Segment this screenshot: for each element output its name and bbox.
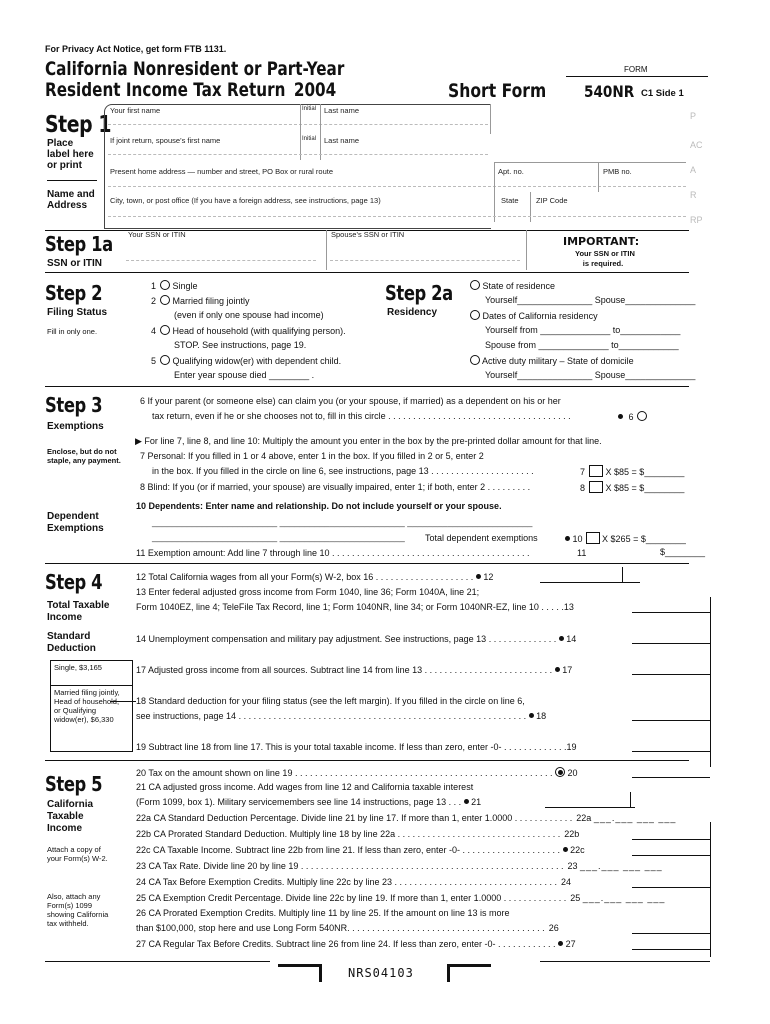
line6-circle[interactable] <box>637 411 647 421</box>
form-number: 540NR <box>584 82 635 101</box>
total-dependents-label: Total dependent exemptions <box>425 533 538 543</box>
city-label: City, town, or post office (If you have a foreign address, see instructions, page 13) <box>110 196 381 205</box>
married-jointly-radio[interactable] <box>160 295 170 305</box>
line8-text: 8 Blind: If you (or if married, your spouse) are visually impaired, enter 1; if both, enter 2 . . . . . . . . . <box>140 482 531 492</box>
line7-text-b: in the box. If you filled in the circle on line 6, see instructions, page 13 . . . . . . . . . . . . . . . . . . . . . <box>152 466 534 476</box>
line25: 25 CA Exemption Credit Percentage. Divide line 22c by line 19. If more than 1, enter 1.0000 . . . . . . . . . . . . . 25 ___.___ ___ ___ <box>136 893 666 903</box>
city-field[interactable] <box>108 216 686 217</box>
important-text1: Your SSN or ITIN <box>575 249 635 258</box>
line19: 19 Subtract line 18 from line 17. This is your total taxable income. If less than zero, enter -0- . . . . . . . . . . . . .19 <box>136 742 577 752</box>
corner-mark-right <box>447 964 491 982</box>
state-residence-radio[interactable] <box>470 280 480 290</box>
single-radio[interactable] <box>160 280 170 290</box>
important-heading: IMPORTANT: <box>563 235 640 248</box>
line23: 23 CA Tax Rate. Divide line 20 by line 19 . . . . . . . . . . . . . . . . . . . . . . . . . . . . . . . . . . . . . . . . . . . . . . . . . . . . . 23 ___.___ ___ ___ <box>136 861 663 871</box>
attach-w2-note: Attach a copy of your Form(s) W-2. <box>47 845 108 863</box>
step2-title: Step 2 <box>45 281 103 305</box>
form-title-line1: California Nonresident or Part-Year <box>45 58 345 80</box>
initial-label: Initial <box>302 106 317 112</box>
form-label: FORM <box>624 65 648 74</box>
std-married: Married filing jointly, Head of household, or Qualifying widow(er), $6,330 <box>54 688 120 724</box>
form-title-line2: Resident Income Tax Return 2004 <box>45 79 337 101</box>
line12: 12 Total California wages from all your Form(s) W-2, box 16 . . . . . . . . . . . . . . . . . . . . 12 <box>136 572 494 582</box>
line22c: 22c CA Taxable Income. Subtract line 22b from line 21. If less than zero, enter -0- . . . . . . . . . . . . . . . . . . . . 22c <box>136 845 585 855</box>
fill-one-note: Fill in only one. <box>47 327 98 336</box>
line10-box[interactable] <box>586 532 600 544</box>
form-code: NRS04103 <box>348 966 414 980</box>
line11-text: 11 Exemption amount: Add line 7 through line 10 . . . . . . . . . . . . . . . . . . . . . . . . . . . . . . . . . . . . . . . . <box>136 548 530 558</box>
side-label: C1 Side 1 <box>641 88 684 99</box>
multiply-note: ▶ For line 7, line 8, and line 10: Multiply the amount you enter in the box by the pre-printed dollar amount for that line. <box>135 436 602 446</box>
line8-entry: 8 X $85 = $________ <box>580 483 685 493</box>
your-ssn-label: Your SSN or ITIN <box>128 230 186 239</box>
spouse-ssn-label: Spouse’s SSN or ITIN <box>331 230 405 239</box>
line8-box[interactable] <box>589 481 603 493</box>
privacy-notice: For Privacy Act Notice, get form FTB 1131. <box>45 44 227 54</box>
line26a: 26 CA Prorated Exemption Credits. Multiply line 11 by line 25. If the amount on line 13 is more <box>136 908 510 918</box>
line6-text-b: tax return, even if he or she chooses not to, fill in this circle . . . . . . . . . . . . . . . . . . . . . . . . . . . . . . . . . . . . . <box>152 411 571 421</box>
widow-radio[interactable] <box>160 355 170 365</box>
address-field[interactable] <box>108 186 686 187</box>
first-name-field[interactable] <box>108 124 488 125</box>
std-single: Single, $3,165 <box>54 663 102 672</box>
line21b: (Form 1099, box 1). Military servicemembers see line 14 instructions, page 13 . . . 21 <box>136 797 482 807</box>
residency-list: State of residence Yourself_______________ Spouse______________ Dates of California residency Yourself from ______________ to____________ Spouse from ______________ to____________ Active duty military – State of domicile Yourself_______________ Spouse______________ <box>470 280 695 385</box>
state-label: State <box>501 196 519 205</box>
joint-name-field[interactable] <box>108 154 488 155</box>
dates-residency-radio[interactable] <box>470 310 480 320</box>
line21a: 21 CA adjusted gross income. Add wages from line 12 and California taxable interest <box>136 782 474 792</box>
attach-1099-note: Also, attach any Form(s) 1099 showing California tax withheld. <box>47 892 109 928</box>
line7-entry: 7 X $85 = $________ <box>580 467 685 477</box>
step4-title: Step 4 <box>45 570 103 594</box>
address-label: Present home address — number and street, PO Box or rural route <box>110 167 334 176</box>
ca-taxable-label: California Taxable Income <box>47 799 94 834</box>
line26b: than $100,000, stop here and use Long Form 540NR. . . . . . . . . . . . . . . . . . . . . . . . . . . . . . . . . . . . . . . . 26 <box>136 923 559 933</box>
step5-title: Step 5 <box>45 772 103 796</box>
line18b: see instructions, page 14 . . . . . . . . . . . . . . . . . . . . . . . . . . . . . . . . . . . . . . . . . . . . . . . . . . . . . . . . . . 18 <box>136 711 547 721</box>
pmb-label: PMB no. <box>603 167 632 176</box>
office-codes: P AC A R RP <box>690 111 703 225</box>
apt-label: Apt. no. <box>498 167 524 176</box>
line18a: 18 Standard deduction for your filing status (see the left margin). If you filled in the circle on line 6, <box>136 696 525 706</box>
zip-label: ZIP Code <box>536 196 568 205</box>
line11-num: 11 <box>577 548 587 558</box>
line11-amount[interactable]: $________ <box>660 547 706 557</box>
line13b: Form 1040EZ, line 4; TeleFile Tax Record, line 1; Form 1040NR, line 34; or Form 1040NR-EZ, line 10 . . . . .13 <box>136 602 574 612</box>
short-form-label: Short Form <box>448 80 547 102</box>
standard-deduction-label: Standard Deduction <box>47 631 96 654</box>
line7-text-a: 7 Personal: If you filled in 1 or 4 above, enter 1 in the box. If you filled in 2 or 5, enter 2 <box>140 451 484 461</box>
your-ssn-field[interactable] <box>126 260 316 261</box>
ssn-label: SSN or ITIN <box>47 258 103 269</box>
line7-box[interactable] <box>589 465 603 477</box>
last-name2-label: Last name <box>324 136 360 145</box>
step1-title: Step 1 <box>45 112 112 138</box>
exemptions-label: Exemptions <box>47 421 104 432</box>
corner-mark-left <box>278 964 322 982</box>
military-radio[interactable] <box>470 355 480 365</box>
filing-status-list: 1 Single 2 Married filing jointly (even if only one spouse had income) 4 Head of household (with qualifying person). STOP. See instructions, page 19. 5 Qualifying widow(er) with dependent child. Enter year spouse died ________ . <box>150 281 346 380</box>
place-label-note: Place label here or print <box>47 138 94 171</box>
important-text2: is required. <box>582 259 624 268</box>
line6-entry: 6 <box>618 411 647 423</box>
step1a-title: Step 1a <box>45 232 113 256</box>
dependent-exemptions-label: Dependent Exemptions <box>47 511 104 534</box>
enclose-note: Enclose, but do not staple, any payment. <box>47 447 121 465</box>
line20: 20 Tax on the amount shown on line 19 . . . . . . . . . . . . . . . . . . . . . . . . . . . . . . . . . . . . . . . . . . . . . . . . . . . . 20 <box>136 768 578 778</box>
line22a: 22a CA Standard Deduction Percentage. Divide line 21 by line 17. If more than 1, enter 1.0000 . . . . . . . . . . . . 22a ___.___ ___ ___ <box>136 813 677 823</box>
line14: 14 Unemployment compensation and military pay adjustment. See instructions, page 13 . . . . . . . . . . . . . . 14 <box>136 634 577 644</box>
line17: 17 Adjusted gross income from all sources. Subtract line 14 from line 13 . . . . . . . . . . . . . . . . . . . . . . . . . . 17 <box>136 665 573 675</box>
total-taxable-label: Total Taxable Income <box>47 600 110 623</box>
line27: 27 CA Regular Tax Before Credits. Subtract line 26 from line 24. If less than zero, enter -0- . . . . . . . . . . . . 27 <box>136 939 576 949</box>
line10-entry: 10 X $265 = $________ <box>565 532 686 545</box>
line24: 24 CA Tax Before Exemption Credits. Multiply line 22c by line 23 . . . . . . . . . . . . . . . . . . . . . . . . . . . . . . . . . 24 <box>136 877 572 887</box>
initial2-label: Initial <box>302 136 317 142</box>
step2a-title: Step 2a <box>385 281 453 305</box>
last-name-label: Last name <box>324 106 360 115</box>
dependents-blanks2[interactable]: _________________________ _________________________ <box>152 532 405 542</box>
dependents-blanks1[interactable]: _________________________ _________________________ _________________________ <box>152 517 533 527</box>
step3-title: Step 3 <box>45 393 103 417</box>
spouse-ssn-field[interactable] <box>330 260 520 261</box>
line22b: 22b CA Prorated Standard Deduction. Multiply line 18 by line 22a . . . . . . . . . . . . . . . . . . . . . . . . . . . . . . . . . 22b <box>136 829 580 839</box>
head-household-radio[interactable] <box>160 325 170 335</box>
line10-text: 10 Dependents: Enter name and relationship. Do not include yourself or your spouse. <box>136 501 502 511</box>
name-address-label: Name and Address <box>47 189 95 211</box>
first-name-label: Your first name <box>110 106 161 115</box>
line6-text-a: 6 If your parent (or someone else) can claim you (or your spouse, if married) as a dependent on his or her <box>140 396 561 406</box>
joint-first-name-label: If joint return, spouse’s first name <box>110 136 221 145</box>
filing-status-label: Filing Status <box>47 307 107 318</box>
residency-label: Residency <box>387 307 438 318</box>
line13a: 13 Enter federal adjusted gross income from Form 1040, line 36; Form 1040A, line 21; <box>136 587 480 597</box>
